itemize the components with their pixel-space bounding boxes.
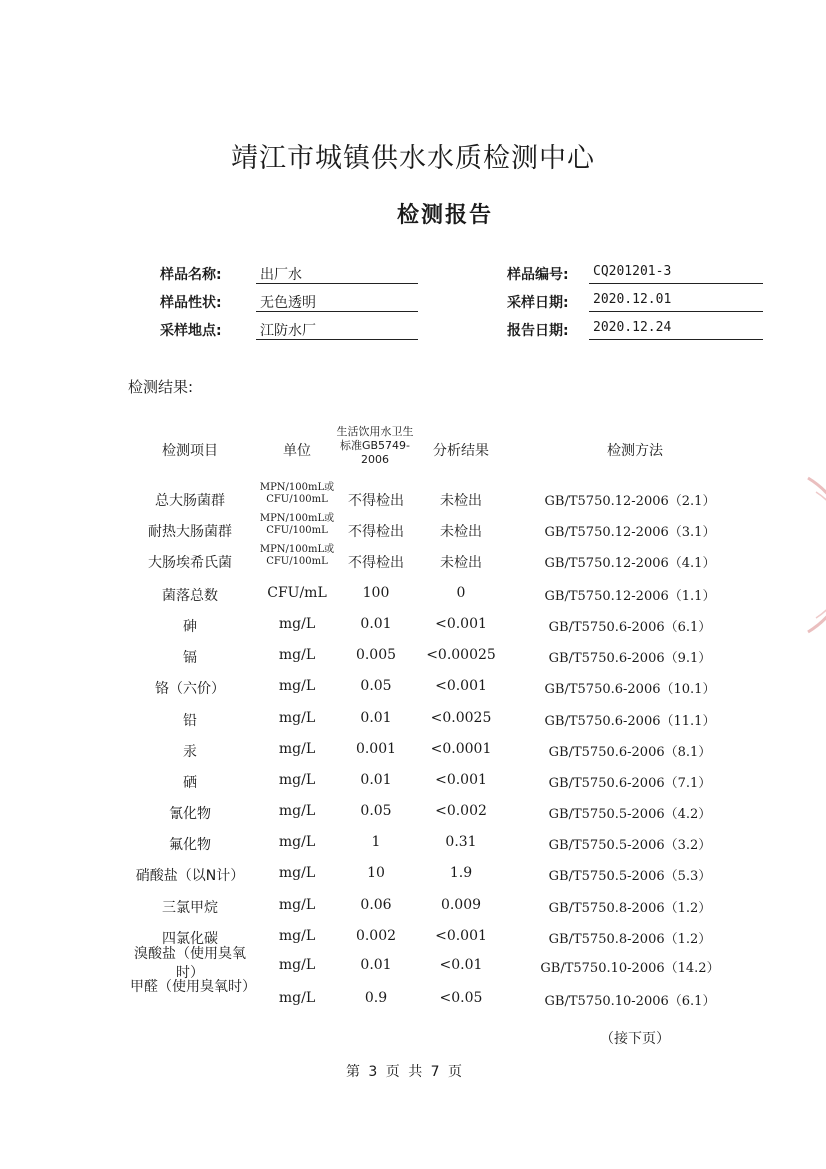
cell-item: 汞 [183,744,197,760]
report-date-field [507,320,767,344]
cell-result: <0.001 [435,678,487,694]
cell-standard: 不得检出 [348,493,404,509]
cell-unit: mg/L [278,928,316,944]
sampling-date-label: 采样日期: [507,295,569,311]
cell-standard: 0.05 [360,678,392,694]
sampling-site-label: 采样地点: [160,323,222,339]
sample-nature-label: 样品性状: [160,295,222,311]
cell-item: 砷 [183,619,197,635]
cell-method: GB/T5750.5-2006（3.2） [548,838,712,853]
sampling-date-value: 2020.12.01 [589,292,763,312]
cell-item: 硝酸盐（以N计） [135,868,245,884]
cell-method: GB/T5750.12-2006（4.1） [544,556,716,571]
cell-unit: mg/L [278,741,316,757]
cell-result: <0.05 [439,990,483,1006]
cell-unit: mg/L [278,678,316,694]
cell-result: 0.009 [440,897,482,913]
cell-standard: 0.06 [360,897,392,913]
report-date-value: 2020.12.24 [589,320,763,340]
cell-item: 铅 [183,713,197,729]
cell-unit: mg/L [278,897,316,913]
cell-result: <0.001 [435,616,487,632]
cell-item: 三氯甲烷 [162,900,218,916]
page-number: 第 3 页 共 7 页 [345,1064,463,1080]
cell-standard: 0.01 [360,957,392,973]
cell-result: <0.001 [435,928,487,944]
cell-unit: mg/L [278,647,316,663]
sample-nature-value: 无色透明 [256,292,418,312]
cell-result: 1.9 [449,865,473,881]
sampling-site-field [160,320,420,344]
cell-unit: mg/L [278,772,316,788]
cell-unit: MPN/100mL或CFU/100mL [259,513,335,536]
cell-unit: CFU/mL [267,585,327,601]
cell-result: <0.0001 [430,741,492,757]
sample-no-field [507,264,767,288]
cell-method: GB/T5750.12-2006（1.1） [544,589,716,604]
report-title: 检测报告 [396,203,493,228]
cell-result: <0.002 [435,803,487,819]
cell-unit: mg/L [278,957,316,973]
cell-item: 铬（六价） [155,681,225,697]
cell-method: GB/T5750.6-2006（6.1） [548,620,712,635]
report-date-label: 报告日期: [507,323,569,339]
cell-item: 氟化物 [169,837,211,853]
cell-method: GB/T5750.5-2006（4.2） [548,807,712,822]
cell-result: 0.31 [445,834,477,850]
cell-result: <0.0025 [430,710,492,726]
cell-method: GB/T5750.5-2006（5.3） [548,869,712,884]
cell-method: GB/T5750.10-2006（14.2） [540,961,720,976]
cell-result: 未检出 [440,524,482,540]
cell-unit: MPN/100mL或CFU/100mL [259,482,335,505]
cell-method: GB/T5750.6-2006（10.1） [544,682,716,697]
cell-item: 总大肠菌群 [155,493,225,509]
red-seal-stamp [778,470,826,640]
cell-method: GB/T5750.12-2006（3.1） [544,525,716,540]
sample-no-value: CQ201201-3 [589,264,763,284]
sample-name-label: 样品名称: [160,267,222,283]
cell-method: GB/T5750.12-2006（2.1） [544,494,716,509]
cell-result: 0 [456,585,466,601]
cell-unit: MPN/100mL或CFU/100mL [259,544,335,567]
cell-result: <0.00025 [426,647,496,663]
cell-unit: mg/L [278,616,316,632]
cell-item: 硒 [183,775,197,791]
cell-item: 耐热大肠菌群 [148,524,232,540]
header-result: 分析结果 [433,443,489,459]
cell-item: 甲醛（使用臭氧时） [130,979,256,995]
cell-standard: 0.05 [360,803,392,819]
results-label: 检测结果: [128,378,194,396]
cell-unit: mg/L [278,834,316,850]
cell-result: 未检出 [440,493,482,509]
sampling-site-value: 江防水厂 [256,320,418,340]
sample-nature-field [160,292,420,316]
header-method: 检测方法 [607,443,663,459]
header-unit: 单位 [283,443,311,459]
cell-unit: mg/L [278,865,316,881]
cell-standard: 100 [362,585,390,601]
cell-item: 菌落总数 [162,588,218,604]
sample-no-label: 样品编号: [507,267,569,283]
cell-method: GB/T5750.8-2006（1.2） [548,932,712,947]
cell-standard: 0.01 [360,616,392,632]
cell-item: 四氯化碳 [162,931,218,947]
sample-name-value: 出厂水 [256,264,418,284]
cell-method: GB/T5750.8-2006（1.2） [548,901,712,916]
cell-standard: 1 [371,834,381,850]
header-standard: 生活饮用水卫生标准GB5749-2006 [336,425,414,466]
cell-standard: 10 [367,865,385,881]
cell-result: 未检出 [440,555,482,571]
cell-standard: 不得检出 [348,524,404,540]
cell-method: GB/T5750.6-2006（11.1） [544,714,716,729]
cell-unit: mg/L [278,990,316,1006]
cell-result: <0.001 [435,772,487,788]
cell-standard: 0.001 [355,741,397,757]
cell-method: GB/T5750.10-2006（6.1） [544,994,716,1009]
cell-item: 镉 [183,650,197,666]
sampling-date-field [507,292,767,316]
org-title: 靖江市城镇供水水质检测中心 [231,143,595,174]
cell-method: GB/T5750.6-2006（9.1） [548,651,712,666]
cell-standard: 0.005 [355,647,397,663]
cell-standard: 0.01 [360,772,392,788]
cell-item: 氰化物 [169,806,211,822]
cell-item: 大肠埃希氏菌 [148,555,232,571]
cell-method: GB/T5750.6-2006（8.1） [548,745,712,760]
cell-item: 溴酸盐（使用臭氧时） [134,946,246,981]
cell-standard: 不得检出 [348,555,404,571]
cell-result: <0.01 [439,957,483,973]
cell-standard: 0.9 [364,990,388,1006]
cell-standard: 0.01 [360,710,392,726]
cell-unit: mg/L [278,803,316,819]
cell-standard: 0.002 [355,928,397,944]
header-item: 检测项目 [162,443,218,459]
cell-method: GB/T5750.6-2006（7.1） [548,776,712,791]
continued-note: （接下页） [600,1031,670,1047]
sample-name-field [160,264,420,288]
cell-unit: mg/L [278,710,316,726]
